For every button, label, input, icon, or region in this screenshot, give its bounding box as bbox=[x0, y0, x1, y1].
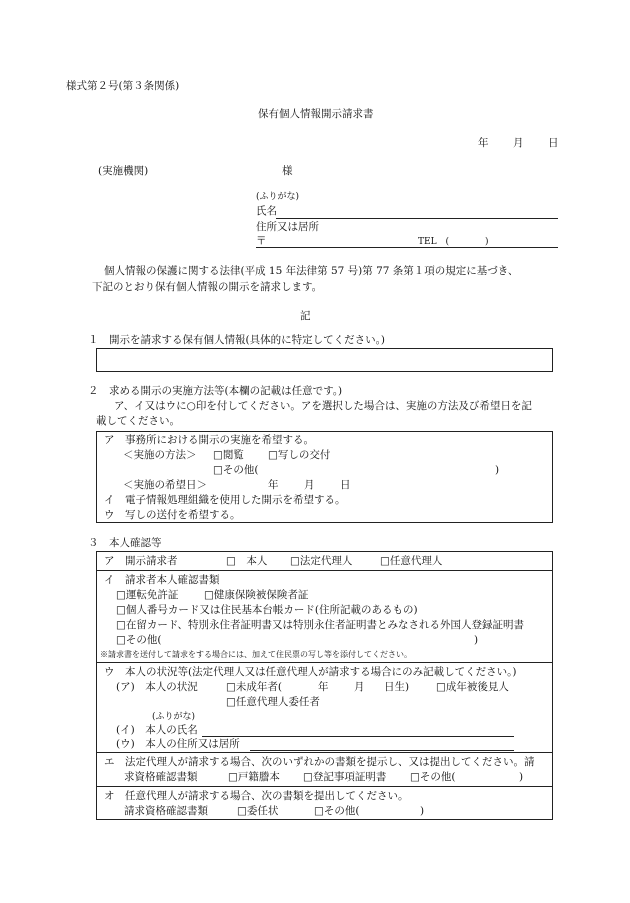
doc-mynumber-card-checkbox[interactable]: □個人番号カード又は住民基本台帳カード(住所記載のあるもの) bbox=[116, 604, 418, 616]
mail-request-note: ※請求書を送付して請求をする場合には、加えて住民票の写し等を添付してください。 bbox=[100, 650, 412, 659]
doc-other-close: ) bbox=[474, 634, 479, 646]
minor-birth-year: 年 bbox=[318, 681, 329, 693]
voluntary-agent-note: オ 任意代理人が請求する場合、次の書類を提出してください。 bbox=[104, 790, 409, 802]
doc-drivers-license-checkbox[interactable]: □運転免許証 bbox=[116, 589, 179, 601]
principal-address-field[interactable] bbox=[250, 750, 514, 751]
legal-agent-other-close: ) bbox=[519, 771, 524, 783]
agency-label: (実施機関) bbox=[98, 165, 149, 177]
method-copy-checkbox[interactable]: □写しの交付 bbox=[268, 449, 331, 461]
requester-name-field[interactable] bbox=[276, 218, 558, 219]
row-divider bbox=[96, 752, 553, 753]
section3-heading: ３ 本人確認等 bbox=[88, 537, 162, 549]
method-other-checkbox[interactable]: □その他( bbox=[213, 464, 259, 476]
requester-type-label: ア 開示請求者 bbox=[104, 555, 178, 567]
ki-mark: 記 bbox=[300, 310, 311, 322]
method-other-close: ) bbox=[495, 464, 500, 476]
voluntary-agent-docs-label: 請求資格確認書類 bbox=[124, 805, 208, 817]
intro-line-2: 下記のとおり保有個人情報の開示を請求します。 bbox=[92, 281, 323, 293]
method-label: ＜実施の方法＞ bbox=[123, 449, 197, 461]
voluntary-agent-other-checkbox[interactable]: □その他( bbox=[314, 805, 360, 817]
principal-status-title: ウ 本人の状況等(法定代理人又は任意代理人が請求する場合にのみ記載してください。) bbox=[104, 666, 517, 678]
requested-info-box[interactable] bbox=[96, 348, 553, 372]
requester-voluntary-agent-checkbox[interactable]: □任意代理人 bbox=[380, 555, 443, 567]
row-divider bbox=[96, 786, 553, 787]
requester-name-label: 氏名 bbox=[256, 205, 277, 217]
preferred-date-label: ＜実施の希望日＞ bbox=[123, 479, 207, 491]
requester-address-label: 住所又は居所 bbox=[256, 221, 319, 233]
minor-birth-month: 月 bbox=[354, 681, 365, 693]
principal-name-field[interactable] bbox=[202, 736, 514, 737]
preferred-date-month: 月 bbox=[304, 479, 315, 491]
method-view-checkbox[interactable]: □閲覧 bbox=[213, 449, 244, 461]
family-register-checkbox[interactable]: □戸籍謄本 bbox=[228, 771, 280, 783]
option-i-line[interactable]: イ 電子情報処理組織を使用した開示を希望する。 bbox=[104, 494, 346, 506]
doc-health-insurance-checkbox[interactable]: □健康保険被保険者証 bbox=[204, 589, 309, 601]
proxy-principal-checkbox[interactable]: □任意代理人委任者 bbox=[226, 696, 320, 708]
principal-status-label: (ア) 本人の状況 bbox=[116, 681, 198, 693]
intro-line-1: 個人情報の保護に関する法律(平成 15 年法律第 57 号)第 77 条第１項の規定に基づき、 bbox=[104, 265, 519, 277]
section2-note-1: ア、イ又はウに○印を付してください。アを選択した場合は、実施の方法及び希望日を記 bbox=[114, 400, 532, 412]
principal-address-label: (ウ) 本人の住所又は居所 bbox=[116, 738, 240, 750]
power-of-attorney-checkbox[interactable]: □委任状 bbox=[237, 805, 279, 817]
requester-legal-agent-checkbox[interactable]: □法定代理人 bbox=[290, 555, 353, 567]
requester-address-field[interactable] bbox=[256, 247, 558, 248]
legal-agent-other-checkbox[interactable]: □その他( bbox=[410, 771, 456, 783]
date-day: 日 bbox=[548, 137, 559, 149]
requester-self-checkbox[interactable]: □ 本人 bbox=[226, 555, 268, 567]
row-divider bbox=[96, 662, 553, 663]
section1-heading: １ 開示を請求する保有個人情報(具体的に特定してください。) bbox=[88, 334, 385, 346]
minor-birth-day: 日生) bbox=[384, 681, 410, 693]
section2-heading: ２ 求める開示の実施方法等(本欄の記載は任意です。) bbox=[88, 385, 343, 397]
honorific: 様 bbox=[282, 165, 293, 177]
principal-name-label: (イ) 本人の氏名 bbox=[116, 724, 198, 736]
legal-agent-note: エ 法定代理人が請求する場合、次のいずれかの書類を提示し、又は提出してください。請 bbox=[104, 756, 535, 768]
row-divider bbox=[96, 570, 553, 571]
option-a-line[interactable]: ア 事務所における開示の実施を希望する。 bbox=[104, 434, 314, 446]
preferred-date-year: 年 bbox=[268, 479, 279, 491]
legal-agent-docs-label: 求資格確認書類 bbox=[124, 771, 198, 783]
tel-label: TEL ( ) bbox=[418, 237, 489, 247]
date-month: 月 bbox=[513, 137, 524, 149]
section2-note-2: 載してください。 bbox=[96, 415, 180, 427]
registry-certificate-checkbox[interactable]: □登記事項証明書 bbox=[303, 771, 387, 783]
adult-ward-checkbox[interactable]: □成年被後見人 bbox=[436, 681, 509, 693]
postal-mark: 〒 bbox=[256, 235, 267, 247]
voluntary-agent-other-close: ) bbox=[420, 805, 425, 817]
document-title: 保有個人情報開示請求書 bbox=[258, 108, 374, 120]
date-year: 年 bbox=[478, 137, 489, 149]
doc-other-checkbox[interactable]: □その他( bbox=[116, 634, 162, 646]
option-u-line[interactable]: ウ 写しの送付を希望する。 bbox=[104, 509, 241, 521]
principal-furigana-label: (ふりがな) bbox=[152, 712, 196, 722]
requester-furigana-label: (ふりがな) bbox=[256, 192, 300, 202]
id-documents-title: イ 請求者本人確認書類 bbox=[104, 574, 220, 586]
minor-checkbox[interactable]: □未成年者( bbox=[226, 681, 283, 693]
form-number: 様式第２号(第３条関係) bbox=[66, 80, 180, 92]
preferred-date-day: 日 bbox=[340, 479, 351, 491]
doc-residence-card-checkbox[interactable]: □在留カード、特別永住者証明書又は特別永住者証明書とみなされる外国人登録証明書 bbox=[116, 619, 524, 631]
